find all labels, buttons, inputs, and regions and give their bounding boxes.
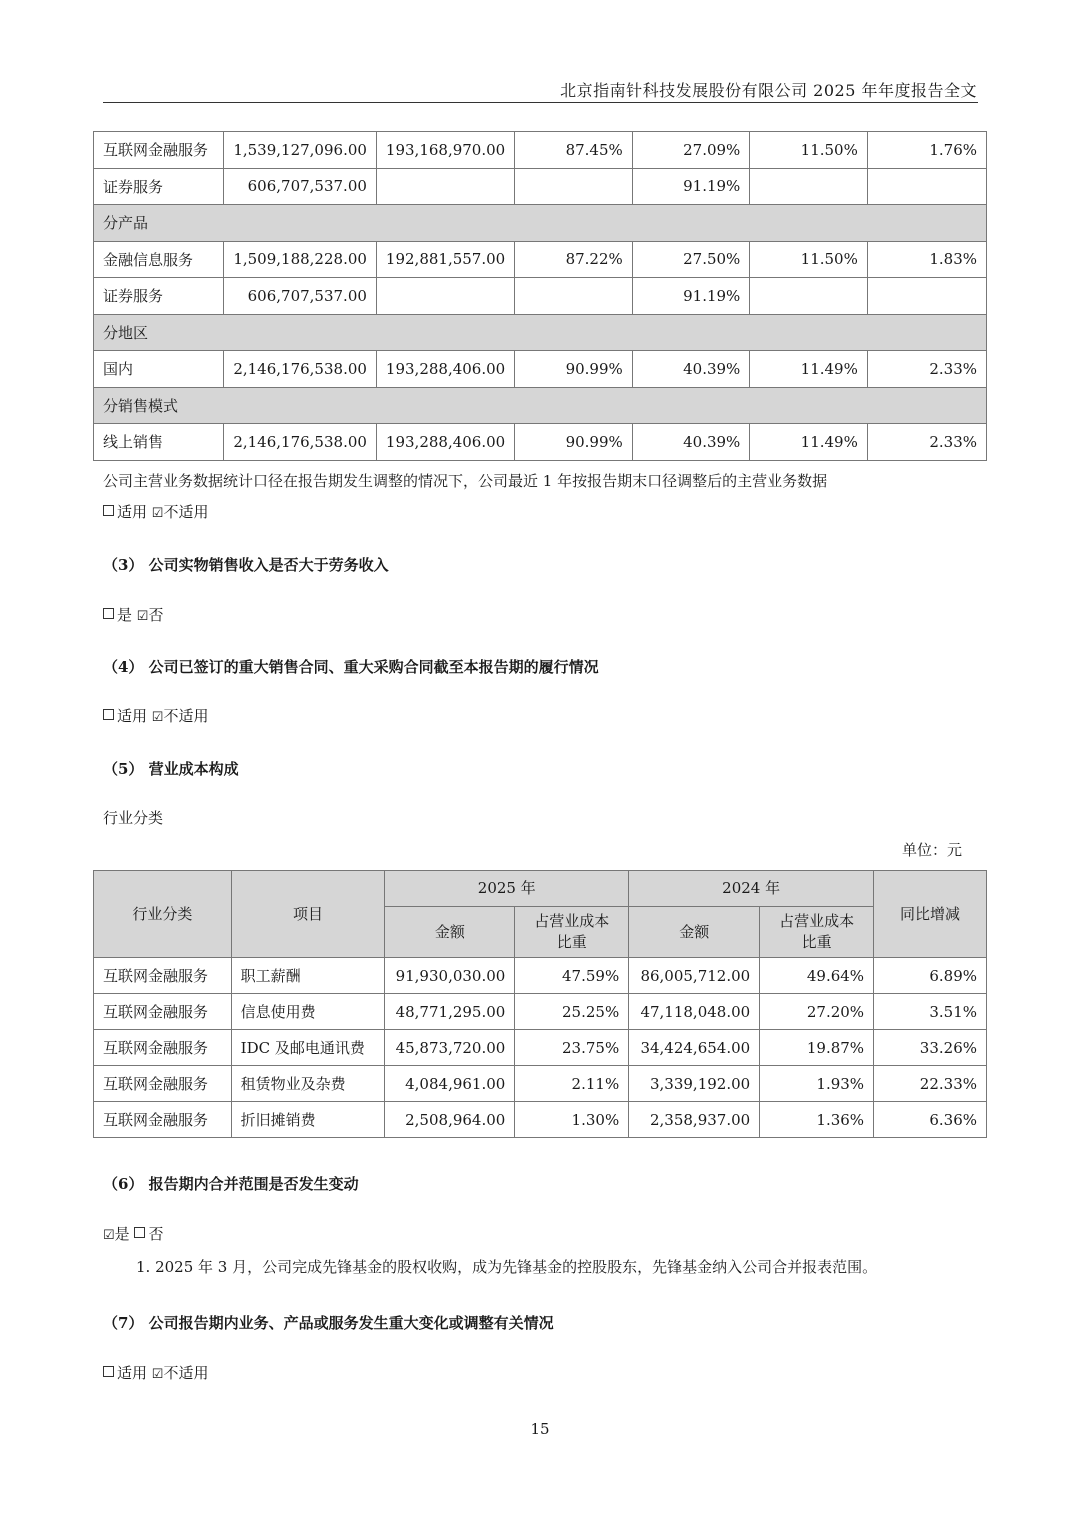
table-cell: 34,424,654.00 <box>629 1030 760 1066</box>
row-industry: 互联网金融服务 <box>94 1066 232 1102</box>
option-group-2 <box>103 604 163 625</box>
table-row <box>94 1030 987 1066</box>
option-label: 适用 <box>117 503 148 521</box>
section-6-detail: 1. 2025 年 3 月，公司完成先锋基金的股权收购，成为先锋基金的控股股东，先锋基金纳入公司合并报表范围。 <box>136 1258 878 1276</box>
table-cell: 3,339,192.00 <box>629 1066 760 1102</box>
option-label: 不适用 <box>163 707 209 725</box>
checkbox-checked-icon[interactable]: ☑ <box>136 609 149 624</box>
table-cell: 606,707,537.00 <box>224 168 377 205</box>
header-yoy: 同比增减 <box>874 871 987 958</box>
unit-label: 单位：元 <box>901 841 962 859</box>
table-row <box>94 958 987 994</box>
table-row <box>94 994 987 1030</box>
table-row <box>94 168 987 205</box>
header-rule <box>103 102 978 103</box>
header-amount-2024: 金额 <box>629 907 760 958</box>
table-cell: 1,509,188,228.00 <box>224 241 377 278</box>
checkbox-checked-icon[interactable]: ☑ <box>151 506 164 521</box>
table-cell: 27.09% <box>632 132 750 169</box>
table-cell: 2,508,964.00 <box>385 1102 515 1138</box>
table-cell: 23.75% <box>515 1030 629 1066</box>
table-cell: 87.22% <box>515 241 633 278</box>
checkbox-empty-icon[interactable] <box>103 608 114 619</box>
note-adjustment: 公司主营业务数据统计口径在报告期发生调整的情况下，公司最近 1 年按报告期末口径调整后的主营业务数据 <box>103 472 828 490</box>
table-cell: 3.51% <box>874 994 987 1030</box>
table-cell: 86,005,712.00 <box>629 958 760 994</box>
table-cell: 27.20% <box>760 994 874 1030</box>
table-row <box>94 132 987 169</box>
option-label: 适用 <box>117 1364 148 1382</box>
table-row <box>94 1102 987 1138</box>
row-label: 金融信息服务 <box>94 241 224 278</box>
table-cell: 2,146,176,538.00 <box>224 424 377 461</box>
table-cell: 1.76% <box>867 132 986 169</box>
table-cell: 11.50% <box>750 132 868 169</box>
header-2025: 2025 年 <box>385 871 629 907</box>
section-5-title: （5） 营业成本构成 <box>103 760 239 778</box>
row-industry: 互联网金融服务 <box>94 994 232 1030</box>
section-7-title: （7） 公司报告期内业务、产品或服务发生重大变化或调整有关情况 <box>103 1314 554 1332</box>
header-amount-2025: 金额 <box>385 907 515 958</box>
table-cell: 2.33% <box>867 351 986 388</box>
table-cell: 6.36% <box>874 1102 987 1138</box>
option-label: 适用 <box>117 707 148 725</box>
table-cell <box>867 168 986 205</box>
row-label: 线上销售 <box>94 424 224 461</box>
row-item: IDC 及邮电通讯费 <box>231 1030 385 1066</box>
table-cell: 4,084,961.00 <box>385 1066 515 1102</box>
option-label: 否 <box>148 1225 164 1243</box>
header-ratio-2025: 占营业成本比重 <box>515 907 629 958</box>
table-cell: 90.99% <box>515 424 633 461</box>
row-item: 信息使用费 <box>231 994 385 1030</box>
revenue-table <box>93 131 987 461</box>
row-item: 租赁物业及杂费 <box>231 1066 385 1102</box>
row-item: 职工薪酬 <box>231 958 385 994</box>
section-label: 分产品 <box>94 205 987 242</box>
table-cell: 11.50% <box>750 241 868 278</box>
section-4-title: （4） 公司已签订的重大销售合同、重大采购合同截至本报告期的履行情况 <box>103 658 599 676</box>
row-industry: 互联网金融服务 <box>94 1030 232 1066</box>
table-cell: 193,288,406.00 <box>376 424 514 461</box>
checkbox-empty-icon[interactable] <box>134 1227 145 1238</box>
section-label: 分销售模式 <box>94 387 987 424</box>
option-label: 是 <box>114 1225 130 1243</box>
row-label: 证券服务 <box>94 168 224 205</box>
table-cell: 11.49% <box>750 424 868 461</box>
table-cell: 2.33% <box>867 424 986 461</box>
table-cell: 48,771,295.00 <box>385 994 515 1030</box>
table-cell: 40.39% <box>632 424 750 461</box>
table-row <box>94 278 987 315</box>
row-label: 证券服务 <box>94 278 224 315</box>
option-group-1 <box>103 501 208 522</box>
section-3-title: （3） 公司实物销售收入是否大于劳务收入 <box>103 556 389 574</box>
table-cell: 27.50% <box>632 241 750 278</box>
table-cell: 2.11% <box>515 1066 629 1102</box>
table-cell: 91,930,030.00 <box>385 958 515 994</box>
table-cell: 45,873,720.00 <box>385 1030 515 1066</box>
table-cell: 193,168,970.00 <box>376 132 514 169</box>
checkbox-empty-icon[interactable] <box>103 1366 114 1377</box>
table-row <box>94 1066 987 1102</box>
page-header: 北京指南针科技发展股份有限公司 2025 年年度报告全文 <box>560 81 977 100</box>
section-row <box>94 205 987 242</box>
table-cell: 49.64% <box>760 958 874 994</box>
header-2024: 2024 年 <box>629 871 874 907</box>
table-cell: 91.19% <box>632 278 750 315</box>
table-cell: 25.25% <box>515 994 629 1030</box>
table-cell <box>515 278 633 315</box>
table-cell <box>750 168 868 205</box>
table-cell: 1.93% <box>760 1066 874 1102</box>
header-industry: 行业分类 <box>94 871 232 958</box>
table-cell <box>376 278 514 315</box>
option-group-4 <box>103 1223 163 1244</box>
table-cell <box>867 278 986 315</box>
checkbox-checked-icon[interactable]: ☑ <box>151 710 164 725</box>
table-cell: 192,881,557.00 <box>376 241 514 278</box>
table-cell: 2,146,176,538.00 <box>224 351 377 388</box>
checkbox-empty-icon[interactable] <box>103 505 114 516</box>
option-group-3 <box>103 705 208 726</box>
cost-structure-table <box>93 870 987 1138</box>
table-cell: 2,358,937.00 <box>629 1102 760 1138</box>
table-cell: 606,707,537.00 <box>224 278 377 315</box>
table-cell: 91.19% <box>632 168 750 205</box>
section-label: 分地区 <box>94 314 987 351</box>
industry-classification-label: 行业分类 <box>103 809 164 827</box>
table-cell: 19.87% <box>760 1030 874 1066</box>
row-label: 国内 <box>94 351 224 388</box>
table-cell: 87.45% <box>515 132 633 169</box>
option-label: 是 <box>117 606 133 624</box>
table-cell: 1.83% <box>867 241 986 278</box>
row-industry: 互联网金融服务 <box>94 1102 232 1138</box>
table-cell: 47.59% <box>515 958 629 994</box>
checkbox-checked-icon[interactable]: ☑ <box>103 1228 115 1243</box>
option-label: 不适用 <box>163 1364 209 1382</box>
table-cell: 47,118,048.00 <box>629 994 760 1030</box>
table-cell: 193,288,406.00 <box>376 351 514 388</box>
page-number: 15 <box>530 1420 550 1438</box>
row-industry: 互联网金融服务 <box>94 958 232 994</box>
table-cell <box>515 168 633 205</box>
option-group-5 <box>103 1362 208 1383</box>
table-cell: 1.36% <box>760 1102 874 1138</box>
table-row <box>94 351 987 388</box>
table-cell: 1,539,127,096.00 <box>224 132 377 169</box>
header-item: 项目 <box>231 871 385 958</box>
section-row <box>94 314 987 351</box>
table-cell: 11.49% <box>750 351 868 388</box>
option-label: 否 <box>148 606 164 624</box>
section-6-title: （6） 报告期内合并范围是否发生变动 <box>103 1175 359 1193</box>
table-cell: 6.89% <box>874 958 987 994</box>
table-cell <box>376 168 514 205</box>
table-row <box>94 241 987 278</box>
row-label: 互联网金融服务 <box>94 132 224 169</box>
header-ratio-2024: 占营业成本比重 <box>760 907 874 958</box>
checkbox-empty-icon[interactable] <box>103 709 114 720</box>
table-cell <box>750 278 868 315</box>
checkbox-checked-icon[interactable]: ☑ <box>151 1367 164 1382</box>
table-cell: 22.33% <box>874 1066 987 1102</box>
table-cell: 33.26% <box>874 1030 987 1066</box>
table-cell: 1.30% <box>515 1102 629 1138</box>
table-cell: 90.99% <box>515 351 633 388</box>
row-item: 折旧摊销费 <box>231 1102 385 1138</box>
table-row <box>94 424 987 461</box>
section-row <box>94 387 987 424</box>
option-label: 不适用 <box>163 503 209 521</box>
table-cell: 40.39% <box>632 351 750 388</box>
